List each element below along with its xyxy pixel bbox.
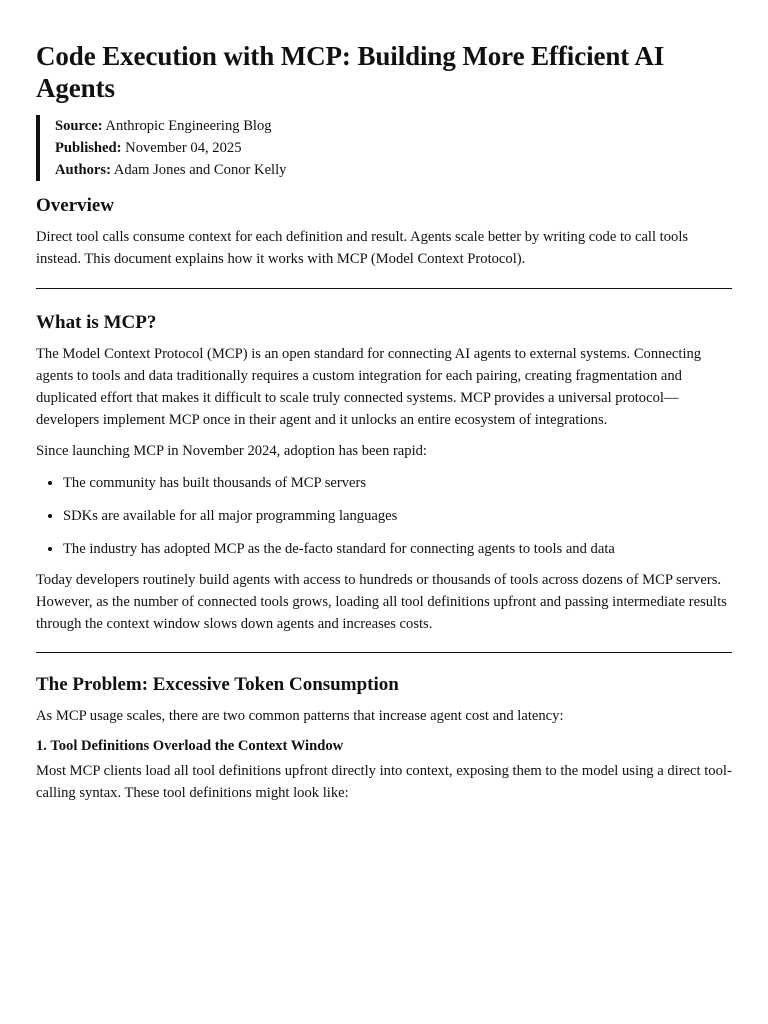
meta-source-label: Source:: [55, 118, 103, 134]
problem-subtext-1: Most MCP clients load all tool definitions upfront directly into context, exposing them to the model using a direct tool-calling syntax. These tool definitions might look like:: [36, 763, 732, 801]
list-item: • The industry has adopted MCP as the de-facto standard for connecting agents to tools and data: [63, 538, 732, 560]
meta-authors: [55, 159, 732, 181]
meta-authors-label: Authors:: [55, 162, 111, 178]
what-is-mcp-paragraph-1: The Model Context Protocol (MCP) is an open standard for connecting AI agents to external systems. Connecting agents to tools and data traditionally requires a custom integration for each pairing, creating fragmentation and duplicated effort that makes it difficult to scale truly connected systems. MCP provides a universal protocol—developers implement MCP once in their agent and it unlocks an entire ecosystem of integrations.: [36, 346, 702, 428]
meta-authors-value: Adam Jones and Conor Kelly: [113, 162, 287, 178]
overview-heading: Overview: [36, 195, 115, 216]
meta-published-label: Published:: [55, 140, 122, 156]
adoption-list: [36, 472, 732, 560]
problem-heading: The Problem: Excessive Token Consumption: [36, 674, 399, 695]
what-is-mcp-paragraph-2: Since launching MCP in November 2024, adoption has been rapid:: [36, 443, 427, 459]
overview-text: Direct tool calls consume context for each definition and result. Agents scale better by writing code to call tools instead. This document explains how it works with MCP (Model Context Protocol).: [36, 229, 689, 267]
what-is-mcp-paragraph-3: Today developers routinely build agents with access to hundreds or thousands of tools across dozens of MCP servers. However, as the number of connected tools grows, loading all tool definitions upfront and passing intermediate results through the context window slows down agents and increases costs.: [36, 572, 727, 632]
section-divider: [36, 652, 732, 653]
what-is-mcp-heading: What is MCP?: [36, 312, 157, 333]
page-title: Code Execution with MCP: Building More Efficient AI Agents: [36, 41, 665, 103]
list-item: • SDKs are available for all major programming languages: [63, 505, 732, 527]
meta-source: [55, 115, 732, 137]
section-divider: [36, 288, 732, 289]
problem-subheading-1: 1. Tool Definitions Overload the Context Window: [36, 738, 344, 754]
meta-published: [55, 137, 732, 159]
meta-published-value: November 04, 2025: [125, 140, 242, 156]
article-meta: [36, 115, 732, 181]
list-item: • The community has built thousands of MCP servers: [63, 472, 732, 494]
meta-source-value: Anthropic Engineering Blog: [105, 118, 272, 134]
problem-intro: As MCP usage scales, there are two common patterns that increase agent cost and latency:: [36, 708, 564, 724]
